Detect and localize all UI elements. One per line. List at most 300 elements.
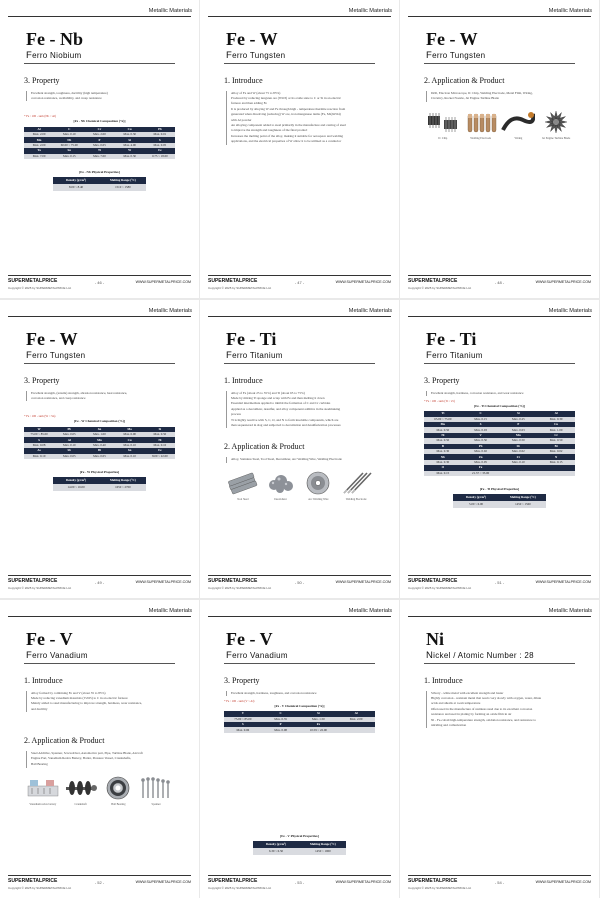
title-rule [224,363,375,364]
element-cell: Nb [424,454,462,459]
section-label: Metallic Materials [548,608,592,614]
section-heading: 1. Introduce [224,76,263,85]
footer-url[interactable]: WWW.SUPERMETALPRICE.COM [535,280,591,284]
melting-range-header: Melting Range (°C) [99,477,146,484]
product-image [538,110,574,140]
value-cell: Max. 0.05 [84,143,114,148]
bullet-item: Excellent strength, hardness, toughness, and corrosion resistance [231,690,317,695]
density-value: 5.00 ~ 6.00 [453,501,500,508]
page-subtitle: Ferro Tungsten [26,350,86,361]
element-cell: S [224,722,262,727]
page-title: Fe - V [26,629,73,649]
melting-range-header: Melting Range (°C) [499,494,546,501]
composition-note: * Fe : 100 - sum (V ~ Al) [224,699,255,703]
page-number: - 49 - [94,580,105,585]
table-caption: [Fe - V Physical Properties] [280,833,319,838]
section-heading: 1. Introduce [224,376,263,385]
composition-table [24,427,175,459]
product-image [225,471,261,501]
spacer [224,428,375,438]
section-heading: 2. Application & Product [424,76,505,85]
bullet-list [26,91,175,102]
element-cell: Cu [115,437,145,442]
value-cell: Max. 0.03 [500,427,538,432]
composition-note: * Fe : 100 - sum (Ti ~ Zr) [424,399,455,403]
value-cell: Max. 0.01 [145,132,175,137]
page-footer [8,575,191,593]
property-header-row [453,494,547,501]
page-content [424,372,575,570]
value-cell: 75.00 ~ 85.00 [224,717,262,722]
value-cell: Max. 0.10 [24,454,54,459]
spacer [24,401,175,411]
page-footer [408,875,591,893]
element-cell: Fe [145,148,175,153]
table-caption: [Fe - Ti Chemical Composition (%)] [474,404,525,408]
bullet-item: to improve the strength and toughness of the final product [231,128,308,133]
value-cell: Max. 0.08 [262,727,300,732]
product-image [100,776,136,806]
value-cell: Max. 0.10 [145,443,175,448]
section-label: Metallic Materials [148,8,192,14]
product-image-label: Spanner [151,802,161,806]
value-cell: Max. 0.30 [424,460,462,465]
footer-url[interactable]: WWW.SUPERMETALPRICE.COM [335,280,391,284]
value-cell: Max. 0.10 [54,443,84,448]
bullet-list [26,691,175,713]
product-image-label: Wiring [514,136,523,140]
value-cell: Max. 0.30 [537,417,575,422]
footer-brand: SUPERMETALPRICE [208,278,258,284]
vanadium-redox-battery-icon [26,776,60,800]
footer-brand: SUPERMETALPRICE [208,578,258,584]
physical-properties-table [53,177,147,191]
product-image-label: Welding Electrode [470,136,492,140]
product-image-label: Crankshaft [74,802,87,806]
page-subtitle: Ferro Tungsten [226,50,286,61]
page-number: - 52 - [94,880,105,885]
product-image-label: Tool Steel [237,497,249,501]
catalog-page [0,600,199,898]
header-rule [208,616,391,617]
footer-copyright: Copyright © 2025 by SUPERMETALPRICE Ltd. [8,586,72,590]
value-cell: Max. 1.50 [300,717,338,722]
page-footer [408,275,591,293]
element-cell: Mn [84,437,114,442]
melting-range-value: 1450 ~ 1560 [499,501,546,508]
footer-url[interactable]: WWW.SUPERMETALPRICE.COM [535,580,591,584]
page-subtitle: Ferro Titanium [426,350,483,361]
element-cell: Mn [500,433,538,438]
value-cell: 8.00 ~ 22.00 [145,454,175,459]
melting-range-value: 1450 ~ 1900 [299,848,346,855]
element-cell: Si [500,411,538,416]
element-cell: S [24,437,54,442]
melting-range-header: Melting Range (°C) [299,841,346,848]
value-cell: Max. 0.03 [462,427,500,432]
element-cell: P [262,722,300,727]
bullet-item: Alloy of Fe (about 25 to 35%) and Ti (about 65 to 75%) [231,390,305,395]
value-cell: Max. 2.00 [24,143,54,148]
catalog-page [200,300,399,598]
element-cell: Mn [24,137,54,142]
page-number: - 53 - [294,880,305,885]
melting-range-value: 1510 ~ 1580 [99,184,146,191]
product-image-label: Arc Welding Wire [308,497,329,501]
product-image-label: IC Chip [438,136,448,140]
table-caption: [Fe - W Physical Properties] [79,470,120,475]
ball-bearing-icon [101,776,135,800]
product-image-row [424,110,575,140]
bullet-item: Made by reducing vanadium materials (V2O5) to C in an electric furnace [31,696,128,700]
table-caption: [Fe - W Chemical Composition (%)] [74,419,125,424]
element-cell: S [145,137,175,142]
title-rule [424,663,575,664]
element-cell: Cu [115,127,145,132]
page-number: - 50 - [294,580,305,585]
page-content [224,72,375,270]
element-cell: Pb [54,427,84,432]
bullet-list [226,691,375,696]
product-image-label: Vanadium redox battery [29,802,57,806]
footer-url[interactable]: WWW.SUPERMETALPRICE.COM [335,580,391,584]
bullet-item: Produced by reducing tungsten ore (WO3) or its oxide state to C or Si in an electric [231,96,342,100]
element-cell: B [424,444,462,449]
value-cell: Max. 0.50 [537,438,575,443]
page-subtitle: Nickel / Atomic Number : 28 [426,650,534,661]
footer-brand: SUPERMETALPRICE [408,278,458,284]
spacer [24,101,175,111]
footer-copyright: Copyright © 2025 by SUPERMETALPRICE Ltd. [408,286,472,290]
element-cell: C [462,411,500,416]
element-cell: Pb [462,444,500,449]
composition-note: * Fe : 100 - sum (W ~ Sn) [24,414,56,419]
footer-brand: SUPERMETALPRICE [8,278,58,284]
application-list [226,457,375,463]
element-cell: S [462,422,500,427]
spacer [224,733,375,833]
element-cell: Bi [537,444,575,449]
value-cell: Max. 0.05 [84,454,114,459]
value-cell: Max. 0.05 [145,143,175,148]
header-rule [8,16,191,17]
element-cell: Al [537,411,575,416]
element-cell: Bi [84,448,114,453]
header-rule [8,316,191,317]
element-cell: Al [337,711,375,716]
title-rule [424,363,575,364]
value-cell: Max. 0.15 [462,417,500,422]
value-cell: Max. 0.08 [24,443,54,448]
page-content [224,672,375,870]
element-cell: Fe [145,448,175,453]
bullet-item: resistance and used in plating by forming an oxide film in air [431,712,512,717]
element-cell: N [537,454,575,459]
value-cell: Max. 2.00 [337,717,375,722]
value-cell: Max. 7.00 [24,154,54,159]
element-cell: Fe [462,465,500,470]
value-cell: 60.00 ~ 75.00 [54,143,84,148]
element-cell: Ti [84,148,114,153]
bullet-item: Highly corrosion - resistant metal that reacts very slowly with oxygen, water, dilute [431,696,542,700]
page-footer [208,875,391,893]
page-subtitle: Ferro Tungsten [426,50,486,61]
value-cell: Max. 1.00 [537,427,575,432]
footer-copyright: Copyright © 2025 by SUPERMETALPRICE Ltd. [408,586,472,590]
page-number: - 51 - [494,580,505,585]
bullet-item: generated when dissolving (reducing) W ore, iron manganese items (Fe, Mn)WO4) [231,112,341,117]
spacer [424,476,575,486]
footer-brand: SUPERMETALPRICE [8,578,58,584]
element-cell: Cr [537,433,575,438]
value-cell: Max. 0.15 [537,460,575,465]
element-cell: Sn [54,148,84,153]
element-cell: Si [145,427,175,432]
element-cell: Sn [84,427,114,432]
value-cell: Max. 0.50 [462,438,500,443]
value-cell: Max. 0.15 [424,471,462,476]
property-value-row [453,501,547,508]
element-cell: O [424,465,462,470]
spacer [24,722,175,732]
bullet-item: furnace and then adding Fe [231,101,267,106]
section-heading: 3. Property [24,376,60,385]
value-cell: Max. 0.10 [54,132,84,137]
property-header-row [253,841,347,848]
title-rule [24,63,175,64]
element-cell: Ta [24,148,54,153]
bullet-list [26,391,175,402]
page-title: Ni [426,629,444,649]
section-heading: 2. Application & Product [24,736,105,746]
table-caption: [Fe - Nb Physical Properties] [79,170,120,175]
element-cell: C [54,127,84,132]
bullet-item: Alloy formed by combining Fe and V (about 35 to 85%) [31,690,106,695]
bullet-item: Excellent strength, (tensile) strength, abrasion resistance, heat resistance, [31,390,128,395]
section-label: Metallic Materials [548,308,592,314]
header-rule [8,616,191,617]
element-cell: W [115,148,145,153]
spacer [24,712,175,722]
bullet-item: then sequestered in slag and subjected to deoxidation and desulfurization processes [231,423,341,428]
density-header: Density (g/cm³) [453,494,500,501]
physical-properties-table [253,841,347,855]
value-cell: Max. 2.00 [84,132,114,137]
wiring-icon [501,110,535,134]
bullet-list [426,691,575,729]
footer-url[interactable]: WWW.SUPERMETALPRICE.COM [135,580,191,584]
value-cell: Max. 1.00 [84,432,114,437]
bullet-item: An alloying component added to steel primarily in the manufacture and casting of steel [231,123,346,128]
catalog-page [400,300,599,598]
bullet-item: process [231,412,241,417]
bullet-item: Excellent strength, toughness, ductility (high temperature) [31,90,108,95]
product-image-label: Deoxidizer [274,497,287,501]
product-image [500,110,536,140]
footer-copyright: Copyright © 2025 by SUPERMETALPRICE Ltd. [8,286,72,290]
value-cell: Max. 0.06 [224,727,262,732]
element-cell: Al [54,437,84,442]
physical-properties-table [53,477,147,491]
section-heading: 1. Introduce [24,676,63,685]
product-image [138,776,174,806]
composition-table [424,411,575,476]
value-cell: Max. 0.02 [462,449,500,454]
bullet-list [426,391,575,396]
page-content [24,372,175,570]
value-cell: Max. 4.00 [115,143,145,148]
footer-brand: SUPERMETALPRICE [408,878,458,884]
page-content [24,72,175,270]
melting-range-header: Melting Range (°C) [99,177,146,184]
bullet-item: Excellent strength, hardness, corrosion resistance, and wear resistance [431,390,524,395]
composition-note: * Fe : 100 - sum (Nb ~ Al) [24,114,56,119]
header-rule [208,316,391,317]
application-line: Engine Part, Vanadium Redox Battery, Boiler, Pressure Vessel, Crankshafts, [31,756,132,761]
product-image-row [24,776,175,806]
footer-brand: SUPERMETALPRICE [8,878,58,884]
page-content [224,372,375,570]
value-cell: Max. 0.35 [262,717,300,722]
element-cell: Nb [54,137,84,142]
bullet-item: Mainly added to steel manufacturing to improve strength, hardness, wear resistance, [31,701,143,706]
page-title: Fe - V [226,629,273,649]
element-cell: Pb [145,127,175,132]
element-cell: V [224,711,262,716]
catalog-page [0,0,199,298]
catalog-page [400,600,599,898]
value-cell: Max. 0.25 [500,417,538,422]
section-label: Metallic Materials [348,308,392,314]
page-number: - 46 - [94,280,105,285]
arc-welding-wire-icon [301,471,335,495]
element-cell: V [462,433,500,438]
page-subtitle: Ferro Titanium [226,350,283,361]
section-label: Metallic Materials [348,608,392,614]
value-cell: Max. 0.10 [115,454,145,459]
footer-url[interactable]: WWW.SUPERMETALPRICE.COM [135,280,191,284]
density-header: Density (g/cm³) [53,477,100,484]
footer-url[interactable]: WWW.SUPERMETALPRICE.COM [535,880,591,884]
page-subtitle: Ferro Niobium [26,50,82,61]
bullet-item: and ductility [31,706,48,711]
section-heading: 2. Application & Product [224,442,305,452]
footer-copyright: Copyright © 2025 by SUPERMETALPRICE Ltd. [408,886,472,890]
table-caption: [Fe - Nb Chemical Composition (%)] [73,119,126,124]
footer-url[interactable]: WWW.SUPERMETALPRICE.COM [135,880,191,884]
header-rule [408,316,591,317]
value-cell: Max. 0.40 [84,443,114,448]
catalog-page [200,600,399,898]
value-cell: Max. 0.05 [54,432,84,437]
element-cell: Zn [462,454,500,459]
value-cell: Max. 2.00 [24,132,54,137]
element-cell: Sb [500,444,538,449]
property-header-row [53,177,147,184]
element-cell: Fe [300,722,338,727]
density-header: Density (g/cm³) [53,177,100,184]
title-rule [24,363,175,364]
density-value: 6.30 ~ 6.50 [253,848,300,855]
page-footer [8,275,191,293]
catalog-page [200,0,399,298]
value-cell: Max. 0.50 [500,438,538,443]
value-cell: Max. 0.30 [115,154,145,159]
header-rule [208,16,391,17]
welding-electrode-icon [339,471,373,495]
element-cell: Sn [115,448,145,453]
bullet-item: with Al powder [231,117,252,122]
element-cell: Si [115,137,145,142]
application-list [26,751,175,768]
page-footer [408,575,591,593]
bullet-item: Often used in the manufacture of stainless steel due to its excellent corrosion [431,706,533,711]
composition-table [24,127,175,159]
value-cell: Max. 0.05 [462,460,500,465]
element-cell: Si [300,711,338,716]
page-title: Fe - Ti [226,329,277,349]
bullet-item: Increases the melting point of the alloy, making it suitable for aerospace and welding [231,133,344,138]
title-rule [424,63,575,64]
product-image-row [224,471,375,501]
page-number: - 47 - [294,280,305,285]
product-image [300,471,336,501]
property-value-row [253,848,347,855]
melting-range-value: 1650 ~ 2700 [99,484,146,491]
bullet-item: acids and alkalis at room temperature [431,701,481,706]
value-cell: Max. 0.10 [115,443,145,448]
turbine-blade-icon [539,110,573,134]
element-cell: Cr [84,127,114,132]
deoxidizer-icon [264,471,298,495]
footer-copyright: Copyright © 2025 by SUPERMETALPRICE Ltd. [208,886,272,890]
section-label: Metallic Materials [148,308,192,314]
footer-copyright: Copyright © 2025 by SUPERMETALPRICE Ltd. [208,286,272,290]
page-footer [208,275,391,293]
welding-electrode-icon [464,110,498,134]
ic-chip-icon [426,110,460,134]
density-value: 8.00 ~ 8.40 [53,184,100,191]
bullet-item: Applied as a deoxidizer, desulfur, and alloy component additive in the steelmaking [231,406,341,411]
tool-steel-icon [226,471,260,495]
value-cell: Max. 0.30 [115,132,145,137]
value-cell: 21.37 ~ 33.00 [462,471,500,476]
page-footer [208,575,391,593]
bullet-item: It is produced by alloying W and Fe through high - temperature thermite reaction from [231,106,346,111]
value-cell: 10.59 ~ 22.00 [300,727,338,732]
product-image [463,110,499,140]
element-cell: Ni [424,433,462,438]
application-list [426,91,575,102]
bullet-item: Ti is highly reactive with S, C, O, and N to form insoluble compounds, which are [231,417,339,422]
catalog-page [0,300,199,598]
spacer [24,459,175,469]
page-footer [8,875,191,893]
product-image-label: Jet Engine Turbine Blade [541,136,571,140]
product-image [25,776,61,806]
element-cell: Zr [500,454,538,459]
product-image-label: Ball Bearing [111,802,126,806]
property-header-row [53,477,147,484]
footer-brand: SUPERMETALPRICE [208,878,258,884]
page-content [424,72,575,270]
product-image [425,110,461,140]
application-line: Ball Bearing [31,762,48,766]
element-cell: Mo [424,422,462,427]
composition-table [224,711,375,733]
spanner-icon [139,776,173,800]
footer-url[interactable]: WWW.SUPERMETALPRICE.COM [335,880,391,884]
